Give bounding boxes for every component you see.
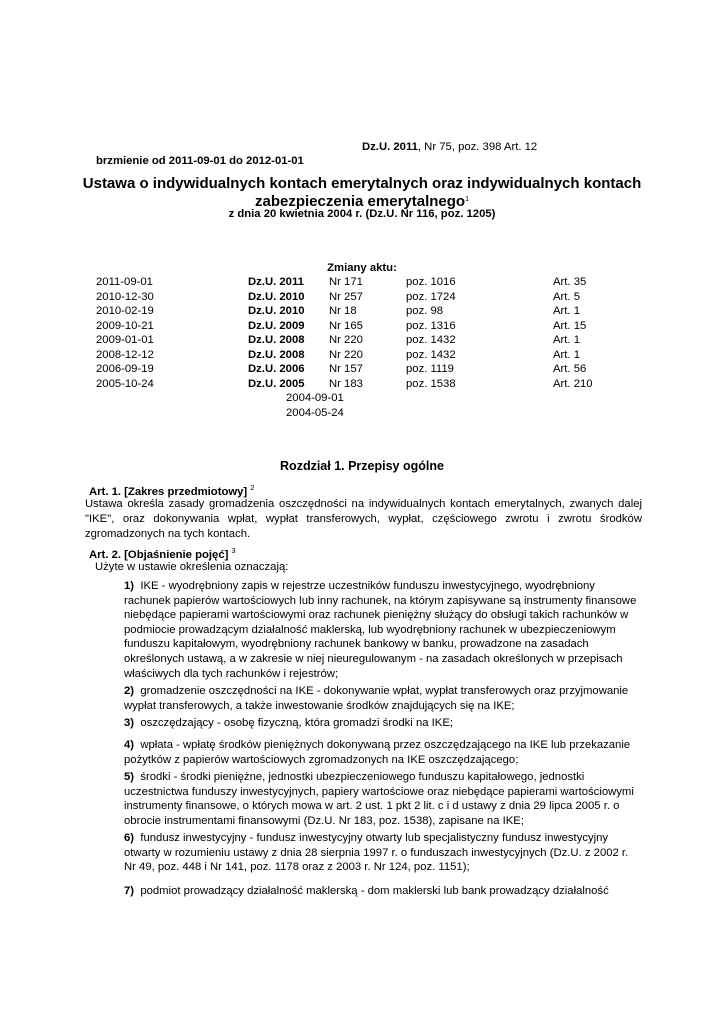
definition-text: fundusz inwestycyjny - fundusz inwestycyjny otwarty lub specjalistyczny fundusz inwestycyjny otwarty w rozumieniu ustawy z dnia 28 sierpnia 1997 r. o funduszach inwestycyjnych (Dz.U. z 2002 r. Nr 49, poz. 448 i Nr 141, poz. 1178 oraz z 2003 r. Nr 124, poz. 1151); <box>124 832 629 874</box>
definition-text: podmiot prowadzący działalność maklerską - dom maklerski lub bank prowadzący działalność <box>140 885 609 897</box>
amendment-position: poz. 1119 <box>406 363 454 375</box>
publication-reference-rest: , Nr 75, poz. 398 Art. 12 <box>417 141 538 153</box>
definition-number: 7) <box>124 885 135 897</box>
amendment-row <box>0 276 724 290</box>
amendment-date: 2011-09-01 <box>96 276 153 288</box>
amendment-journal: Dz.U. 2010 <box>248 305 305 317</box>
article-1-label: Art. 1. [Zakres przedmiotowy] <box>89 486 248 498</box>
amendment-position: poz. 1432 <box>406 334 456 346</box>
amendment-date: 2008-12-12 <box>96 348 154 361</box>
amendment-journal: Dz.U. 2006 <box>248 363 305 375</box>
amendment-number: Nr 220 <box>329 334 363 346</box>
article-2-label: Art. 2. [Objaśnienie pojęć] <box>89 549 229 561</box>
amendment-number: Nr 257 <box>329 290 363 303</box>
amendment-journal: Dz.U. 2010 <box>248 290 305 303</box>
amendment-article: Art. 1 <box>553 348 580 361</box>
definition-text: gromadzenie oszczędności na IKE - dokonywanie wpłat, wypłat transferowych oraz przyjmowanie wypłat transferowych, a także inwestowanie środków znajdujących się na IKE; <box>124 685 629 712</box>
amendment-number: Nr 18 <box>329 305 357 317</box>
amendment-article: Art. 56 <box>553 363 587 375</box>
amendment-extra-date: 2004-05-24 <box>286 406 344 419</box>
amendment-row <box>0 305 724 319</box>
article-2-intro: Użyte w ustawie określenia oznaczają: <box>95 561 289 573</box>
amendment-extra-date: 2004-09-01 <box>286 392 344 404</box>
act-title-line-1: Ustawa o indywidualnych kontach emerytalnych oraz indywidualnych kontach <box>82 175 642 192</box>
definition-text: oszczędzający - osobę fizyczną, która gromadzi środki na IKE; <box>140 717 454 729</box>
amendment-row <box>0 320 724 334</box>
definition-item <box>124 831 642 875</box>
amendment-article: Art. 210 <box>553 377 593 390</box>
amendment-journal: Dz.U. 2011 <box>248 276 304 288</box>
definition-number: 1) <box>124 580 135 592</box>
publication-reference-bold: Dz.U. 2011 <box>362 141 418 153</box>
amendment-article: Art. 35 <box>553 276 587 288</box>
amendment-date: 2010-02-19 <box>96 305 154 317</box>
definition-text: środki - środki pieniężne, jednostki ubezpieczeniowego funduszu kapitałowego, jednostki uczestnictwa funduszy inwestycyjnych, papiery wartościowe oraz niebędące papierami wartościowymi instrumenty finansowe, o których mowa w art. 2 ust. 1 pkt 2 lit. c i d ustawy z dnia 29 lipca 2005 r. o obrocie instrumentami finansowymi (Dz.U. Nr 183, poz. 1538), zapisane na IKE; <box>124 771 634 827</box>
definition-item <box>124 716 642 731</box>
definition-number: 6) <box>124 832 135 844</box>
amendment-position: poz. 1016 <box>406 276 456 288</box>
definition-text: IKE - wyodrębniony zapis w rejestrze uczestników funduszu inwestycyjnego, wyodrębniony rachunek papierów wartościowych lub inny rachunek, na którym zapisywane są instrumenty finansowe niebędące papierami wartościowymi oraz rachunek pieniężny służący do obsługi takich rachunków w podmiocie prowadzącym działalność maklerską, lub wyodrębniony rachunek w ubezpieczeniowym funduszu kapitałowym, wyodrębniony rachunek bankowy w banku, prowadzone na zasadach określonych ustawą, a w zakresie w niej nieuregulowanym - na zasadach określonych w przepisach właściwych dla tych rachunków i rejestrów; <box>124 580 637 680</box>
amendment-date: 2010-12-30 <box>96 290 154 303</box>
amendment-date: 2006-09-19 <box>96 363 154 375</box>
amendment-position: poz. 1538 <box>406 377 456 390</box>
amendment-date: 2009-01-01 <box>96 334 154 346</box>
amendment-article: Art. 15 <box>553 319 587 332</box>
definition-item <box>124 738 642 767</box>
amendment-date: 2009-10-21 <box>96 319 154 332</box>
amendment-extra-row <box>0 407 724 421</box>
amendment-number: Nr 157 <box>329 363 363 375</box>
amendment-position: poz. 1316 <box>406 319 456 332</box>
article-1-heading <box>89 483 254 498</box>
amendment-row <box>0 378 724 392</box>
amendment-position: poz. 1432 <box>406 348 456 361</box>
amendment-number: Nr 183 <box>329 377 363 390</box>
amendment-position: poz. 1724 <box>406 290 456 303</box>
act-title-line-2-text: zabezpieczenia emerytalnego <box>255 193 466 210</box>
amendment-journal: Dz.U. 2008 <box>248 334 305 346</box>
amendment-article: Art. 5 <box>553 290 580 303</box>
amendment-row <box>0 363 724 377</box>
definition-item <box>124 884 642 899</box>
definition-number: 5) <box>124 771 135 783</box>
definition-number: 3) <box>124 717 135 729</box>
act-date-line: z dnia 20 kwietnia 2004 r. (Dz.U. Nr 116, poz. 1205) <box>228 208 496 220</box>
chapter-title: Rozdział 1. Przepisy ogólne <box>280 459 444 473</box>
definition-text: wpłata - wpłatę środków pieniężnych dokonywaną przez oszczędzającego na IKE lub przekazanie pożytków z papierów wartościowych zgromadzonych na IKE oszczędzającego; <box>124 739 631 766</box>
article-2-footnote-marker[interactable]: 3 <box>231 546 236 555</box>
amendment-row <box>0 291 724 305</box>
amendment-number: Nr 220 <box>329 348 363 361</box>
definition-number: 2) <box>124 685 135 697</box>
article-1-text: Ustawa określa zasady gromadzenia oszczędności na indywidualnych kontach emerytalnych, zwanych dalej "IKE", oraz dokonywania wpłat, wypłat transferowych, wypłat, częściowego zwrotu i zwrotu środków zgromadzonych na tych kontach. <box>85 498 642 540</box>
amendment-journal: Dz.U. 2005 <box>248 377 305 390</box>
amendment-position: poz. 98 <box>406 305 444 317</box>
definition-item <box>124 770 642 828</box>
amendments-heading: Zmiany aktu: <box>327 262 397 274</box>
amendment-article: Art. 1 <box>553 334 580 346</box>
article-1-footnote-marker[interactable]: 2 <box>250 483 255 492</box>
validity-period: brzmienie od 2011-09-01 do 2012-01-01 <box>96 155 304 167</box>
article-2-heading <box>89 546 236 561</box>
amendment-row <box>0 334 724 348</box>
amendment-journal: Dz.U. 2009 <box>248 319 305 332</box>
amendment-extra-row <box>0 392 724 406</box>
amendment-number: Nr 171 <box>329 276 363 288</box>
amendment-row <box>0 349 724 363</box>
amendment-article: Art. 1 <box>553 305 580 317</box>
amendment-date: 2005-10-24 <box>96 377 154 390</box>
amendment-journal: Dz.U. 2008 <box>248 348 305 361</box>
definition-item <box>124 684 642 713</box>
amendment-number: Nr 165 <box>329 319 363 332</box>
publication-reference <box>362 141 537 153</box>
title-footnote-marker[interactable]: 1 <box>465 196 469 203</box>
definition-item <box>124 579 642 681</box>
definition-number: 4) <box>124 739 135 751</box>
